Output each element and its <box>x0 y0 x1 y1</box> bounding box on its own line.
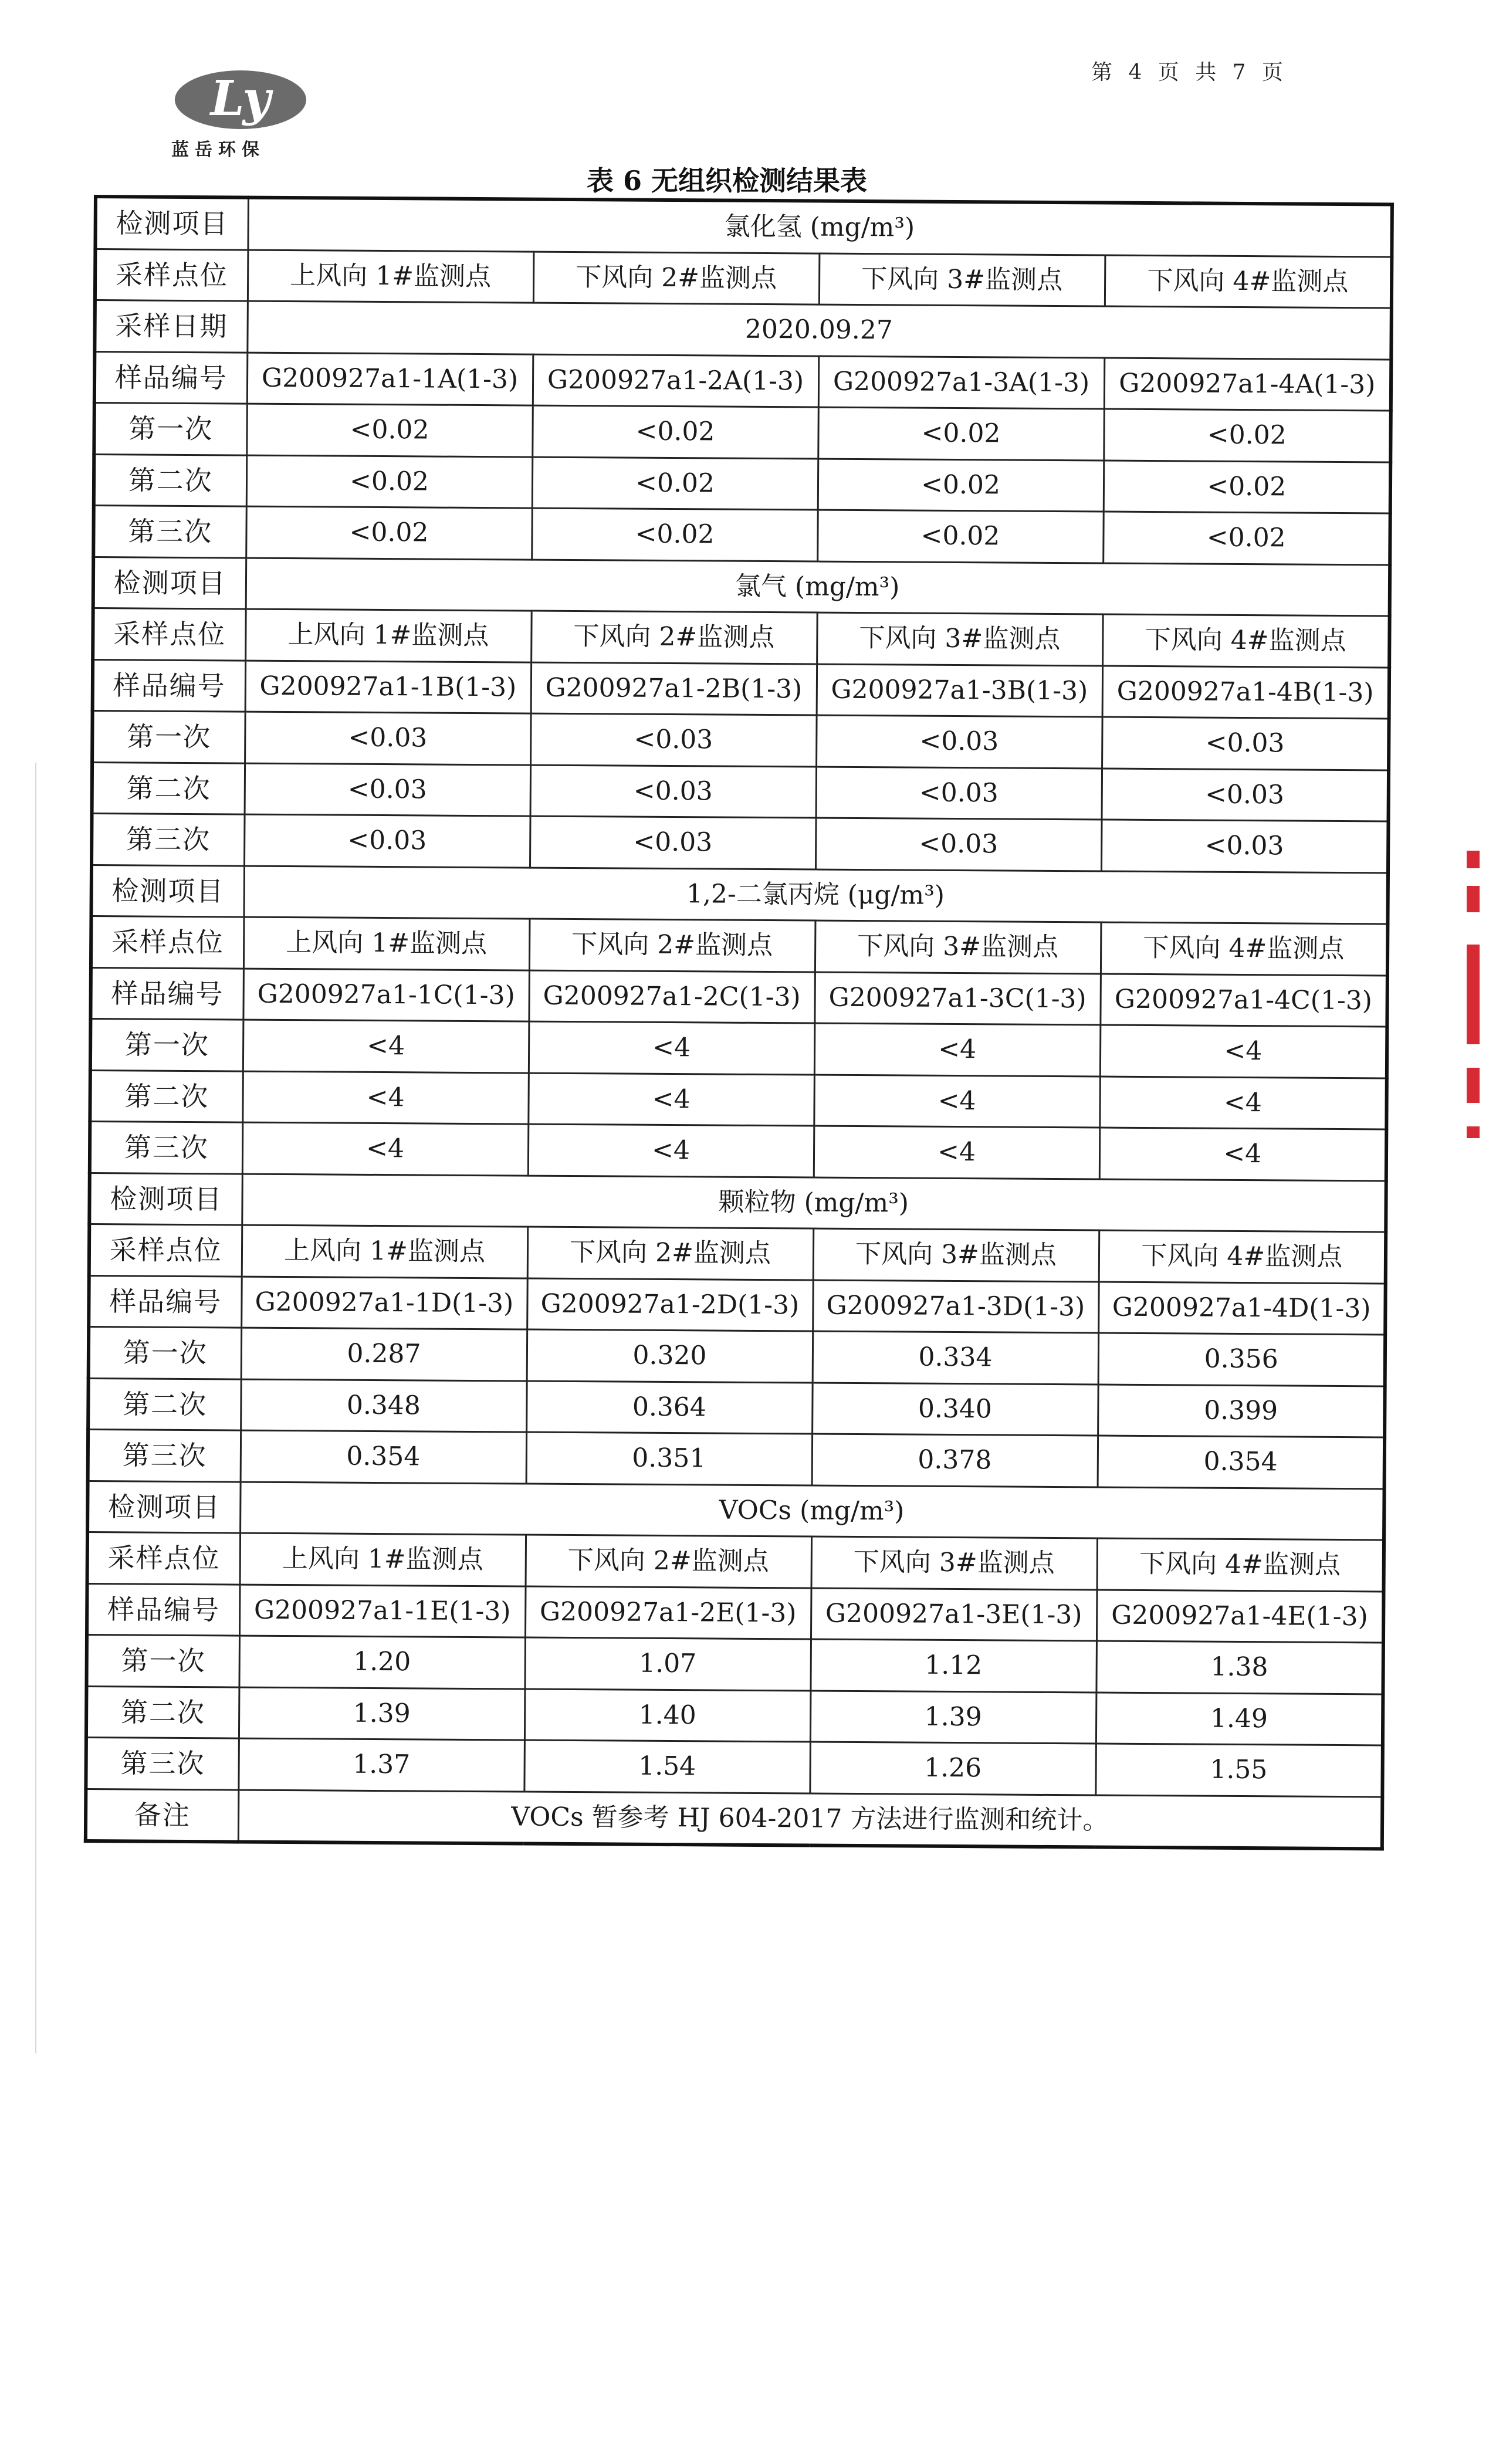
site-cell: 下风向 4#监测点 <box>1099 1230 1386 1283</box>
sample-row <box>90 967 1387 1027</box>
result-value: <0.03 <box>245 763 531 816</box>
result-value: <0.03 <box>816 767 1102 820</box>
site-row <box>93 608 1390 668</box>
site-cell: 上风向 1#监测点 <box>242 1225 528 1278</box>
result-value: <0.03 <box>244 814 530 867</box>
result-row <box>94 454 1391 513</box>
round-label: 第三次 <box>90 1121 243 1173</box>
sample-id-cell: G200927a1-1C(1-3) <box>243 969 529 1021</box>
result-value: 0.351 <box>526 1432 813 1485</box>
sample-row <box>89 1275 1386 1335</box>
result-value: 0.378 <box>812 1434 1098 1487</box>
item-label: 检测项目 <box>93 557 246 609</box>
site-cell: 下风向 4#监测点 <box>1101 922 1388 975</box>
result-value: <4 <box>1099 1077 1387 1129</box>
item-row <box>95 197 1392 256</box>
site-label: 采样点位 <box>87 1532 241 1584</box>
company-logo <box>170 65 311 135</box>
result-value: <0.02 <box>246 404 533 456</box>
result-value: 1.37 <box>238 1738 524 1791</box>
sample-row <box>93 659 1390 719</box>
remark-label: 备注 <box>86 1789 239 1842</box>
site-cell: 下风向 3#监测点 <box>819 253 1105 306</box>
site-cell: 下风向 2#监测点 <box>533 252 820 304</box>
round-label: 第三次 <box>93 506 246 558</box>
site-cell: 下风向 2#监测点 <box>526 1535 812 1588</box>
sample-id-cell: G200927a1-2E(1-3) <box>525 1586 811 1639</box>
result-value: <4 <box>814 1075 1100 1128</box>
sample-id-cell: G200927a1-4D(1-3) <box>1098 1281 1386 1334</box>
result-value: <0.03 <box>1101 820 1389 872</box>
round-label: 第三次 <box>92 813 245 865</box>
sample-id-cell: G200927a1-4E(1-3) <box>1096 1589 1384 1642</box>
item-row <box>93 557 1390 616</box>
sample-label: 样品编号 <box>89 1275 242 1328</box>
item-name: 氯化氢 (mg/m³) <box>248 198 1392 257</box>
site-cell: 下风向 3#监测点 <box>815 920 1101 973</box>
sample-id-cell: G200927a1-4C(1-3) <box>1100 974 1387 1027</box>
result-value: 1.54 <box>524 1740 810 1793</box>
result-row <box>89 1326 1386 1386</box>
item-name: 1,2-二氯丙烷 (μg/m³) <box>243 866 1388 924</box>
item-name: VOCs (mg/m³) <box>240 1482 1385 1540</box>
result-value: 1.39 <box>810 1691 1096 1744</box>
scan-edge-line <box>35 763 36 2053</box>
result-value: 1.26 <box>810 1742 1096 1795</box>
site-row <box>95 249 1392 308</box>
result-value: <0.03 <box>1102 717 1389 770</box>
round-label: 第二次 <box>86 1686 239 1738</box>
result-row <box>86 1737 1383 1796</box>
date-label: 采样日期 <box>94 300 248 353</box>
sample-label: 样品编号 <box>93 659 246 712</box>
result-value: <0.02 <box>532 508 818 561</box>
result-row <box>92 813 1389 872</box>
sample-id-cell: G200927a1-1A(1-3) <box>247 353 533 405</box>
result-value: <0.03 <box>530 713 817 766</box>
item-name: 氯气 (mg/m³) <box>246 558 1390 616</box>
result-value: <0.02 <box>1104 461 1391 513</box>
result-row <box>90 1121 1387 1180</box>
round-label: 第一次 <box>86 1634 239 1687</box>
result-value: <0.03 <box>816 715 1102 768</box>
page-number: 第 4 页 共 7 页 <box>1091 60 1288 84</box>
item-name: 颗粒物 (mg/m³) <box>242 1174 1386 1232</box>
site-row <box>89 1224 1386 1283</box>
round-label: 第二次 <box>92 762 245 814</box>
result-value: 0.287 <box>241 1328 527 1380</box>
result-value: <4 <box>529 1021 815 1074</box>
site-cell: 下风向 3#监测点 <box>813 1228 1099 1281</box>
result-value: 0.354 <box>1098 1436 1385 1488</box>
result-value: 0.334 <box>813 1331 1099 1384</box>
result-value: 0.356 <box>1098 1333 1386 1386</box>
result-value: <0.03 <box>245 712 531 764</box>
result-value: <4 <box>1099 1128 1387 1180</box>
result-value: <4 <box>528 1124 814 1177</box>
result-value: 1.38 <box>1096 1641 1383 1694</box>
result-value: 0.354 <box>241 1430 527 1483</box>
result-value: <0.03 <box>1102 769 1389 821</box>
sample-row <box>94 351 1392 411</box>
result-value: <0.02 <box>246 506 532 559</box>
result-value: <4 <box>242 1122 529 1175</box>
result-value: <0.03 <box>530 816 816 869</box>
result-value: <0.02 <box>1104 409 1391 462</box>
result-value: <4 <box>814 1126 1100 1179</box>
remark-row <box>86 1789 1383 1849</box>
sample-label: 样品编号 <box>90 967 243 1020</box>
site-label: 采样点位 <box>95 249 248 301</box>
site-cell: 下风向 2#监测点 <box>527 1227 814 1280</box>
result-row <box>92 762 1389 821</box>
site-cell: 上风向 1#监测点 <box>248 250 534 303</box>
sample-id-cell: G200927a1-4A(1-3) <box>1104 358 1392 411</box>
site-row <box>91 916 1388 975</box>
sample-id-cell: G200927a1-3A(1-3) <box>818 356 1105 409</box>
item-label: 检测项目 <box>91 865 244 917</box>
site-cell: 下风向 4#监测点 <box>1097 1538 1385 1591</box>
result-value: 1.12 <box>810 1639 1096 1692</box>
result-value: <4 <box>242 1071 529 1124</box>
sample-id-cell: G200927a1-2C(1-3) <box>529 970 815 1023</box>
result-row <box>94 403 1391 462</box>
result-row <box>86 1634 1383 1694</box>
date-row <box>94 300 1392 360</box>
result-value: 1.55 <box>1095 1744 1383 1796</box>
result-value: 0.348 <box>241 1379 527 1432</box>
result-row <box>93 506 1390 565</box>
site-cell: 上风向 1#监测点 <box>245 609 532 662</box>
round-label: 第二次 <box>94 454 247 506</box>
sample-id-cell: G200927a1-3C(1-3) <box>814 972 1101 1025</box>
sample-row <box>87 1583 1384 1643</box>
site-cell: 下风向 4#监测点 <box>1102 614 1390 667</box>
sample-id-cell: G200927a1-2D(1-3) <box>527 1278 813 1331</box>
result-value: <0.02 <box>818 407 1104 460</box>
result-value: 1.49 <box>1096 1692 1383 1745</box>
round-label: 第三次 <box>88 1429 241 1481</box>
result-row <box>86 1686 1383 1745</box>
round-label: 第一次 <box>92 711 245 763</box>
sample-id-cell: G200927a1-1D(1-3) <box>241 1277 527 1329</box>
item-label: 检测项目 <box>89 1173 242 1225</box>
remark-text: VOCs 暂参考 HJ 604-2017 方法进行监测和统计。 <box>238 1790 1383 1849</box>
sample-id-cell: G200927a1-4B(1-3) <box>1102 666 1390 719</box>
result-value: <4 <box>528 1073 814 1126</box>
result-row <box>90 1018 1387 1078</box>
sample-id-cell: G200927a1-3D(1-3) <box>813 1280 1099 1333</box>
result-value: <0.02 <box>1103 512 1390 564</box>
item-label: 检测项目 <box>95 197 248 250</box>
site-row <box>87 1532 1385 1591</box>
site-label: 采样点位 <box>93 608 246 661</box>
sample-id-cell: G200927a1-2B(1-3) <box>531 662 817 715</box>
result-value: <0.02 <box>532 457 818 510</box>
sample-id-cell: G200927a1-3B(1-3) <box>817 664 1103 717</box>
results-table-wrapper <box>84 195 1390 1850</box>
site-label: 采样点位 <box>89 1224 242 1276</box>
result-value: 0.340 <box>812 1383 1098 1436</box>
result-row <box>88 1378 1385 1437</box>
result-value: <4 <box>814 1023 1101 1076</box>
result-value: <0.03 <box>815 818 1102 871</box>
result-value: 0.399 <box>1098 1384 1385 1437</box>
result-value: 1.39 <box>239 1687 525 1740</box>
site-cell: 上风向 1#监测点 <box>240 1533 526 1586</box>
site-label: 采样点位 <box>91 916 244 968</box>
company-name: 蓝岳环保 <box>171 140 265 160</box>
site-cell: 下风向 2#监测点 <box>531 611 817 664</box>
sample-id-cell: G200927a1-3E(1-3) <box>811 1588 1097 1641</box>
round-label: 第一次 <box>90 1018 243 1071</box>
result-value: 0.320 <box>527 1329 813 1382</box>
result-value: <4 <box>1100 1025 1387 1078</box>
item-row <box>91 865 1388 924</box>
table-title: 表 6 无组织检测结果表 <box>587 165 868 197</box>
sample-id-cell: G200927a1-2A(1-3) <box>533 354 819 407</box>
round-label: 第一次 <box>89 1326 242 1379</box>
results-table <box>84 195 1394 1850</box>
sample-label: 样品编号 <box>87 1583 240 1636</box>
item-row <box>87 1481 1385 1540</box>
result-value: <4 <box>243 1020 529 1072</box>
site-cell: 下风向 3#监测点 <box>811 1536 1098 1589</box>
item-row <box>89 1173 1386 1232</box>
result-value: 1.20 <box>239 1636 525 1688</box>
round-label: 第二次 <box>88 1378 241 1430</box>
round-label: 第二次 <box>90 1070 243 1122</box>
round-label: 第三次 <box>86 1737 239 1789</box>
result-value: <0.03 <box>530 765 817 818</box>
result-value: <0.02 <box>532 405 818 458</box>
result-value: 0.364 <box>526 1381 813 1434</box>
sample-label: 样品编号 <box>94 351 248 404</box>
site-cell: 下风向 3#监测点 <box>817 612 1103 665</box>
site-cell: 上风向 1#监测点 <box>243 917 530 970</box>
logo-text: Ly <box>210 70 271 127</box>
sample-id-cell: G200927a1-1E(1-3) <box>239 1585 526 1637</box>
result-value: <0.02 <box>246 455 533 508</box>
result-value: <0.02 <box>818 459 1104 512</box>
result-value: 1.07 <box>524 1637 811 1690</box>
result-value: 1.40 <box>524 1689 811 1742</box>
sample-id-cell: G200927a1-1B(1-3) <box>245 661 532 713</box>
result-row <box>92 711 1389 770</box>
item-label: 检测项目 <box>87 1481 241 1533</box>
site-cell: 下风向 2#监测点 <box>529 919 815 972</box>
round-label: 第一次 <box>94 403 247 455</box>
site-cell: 下风向 4#监测点 <box>1105 255 1392 308</box>
result-row <box>90 1070 1387 1129</box>
result-row <box>88 1429 1385 1488</box>
sampling-date: 2020.09.27 <box>247 301 1392 359</box>
result-value: <0.02 <box>817 510 1104 563</box>
